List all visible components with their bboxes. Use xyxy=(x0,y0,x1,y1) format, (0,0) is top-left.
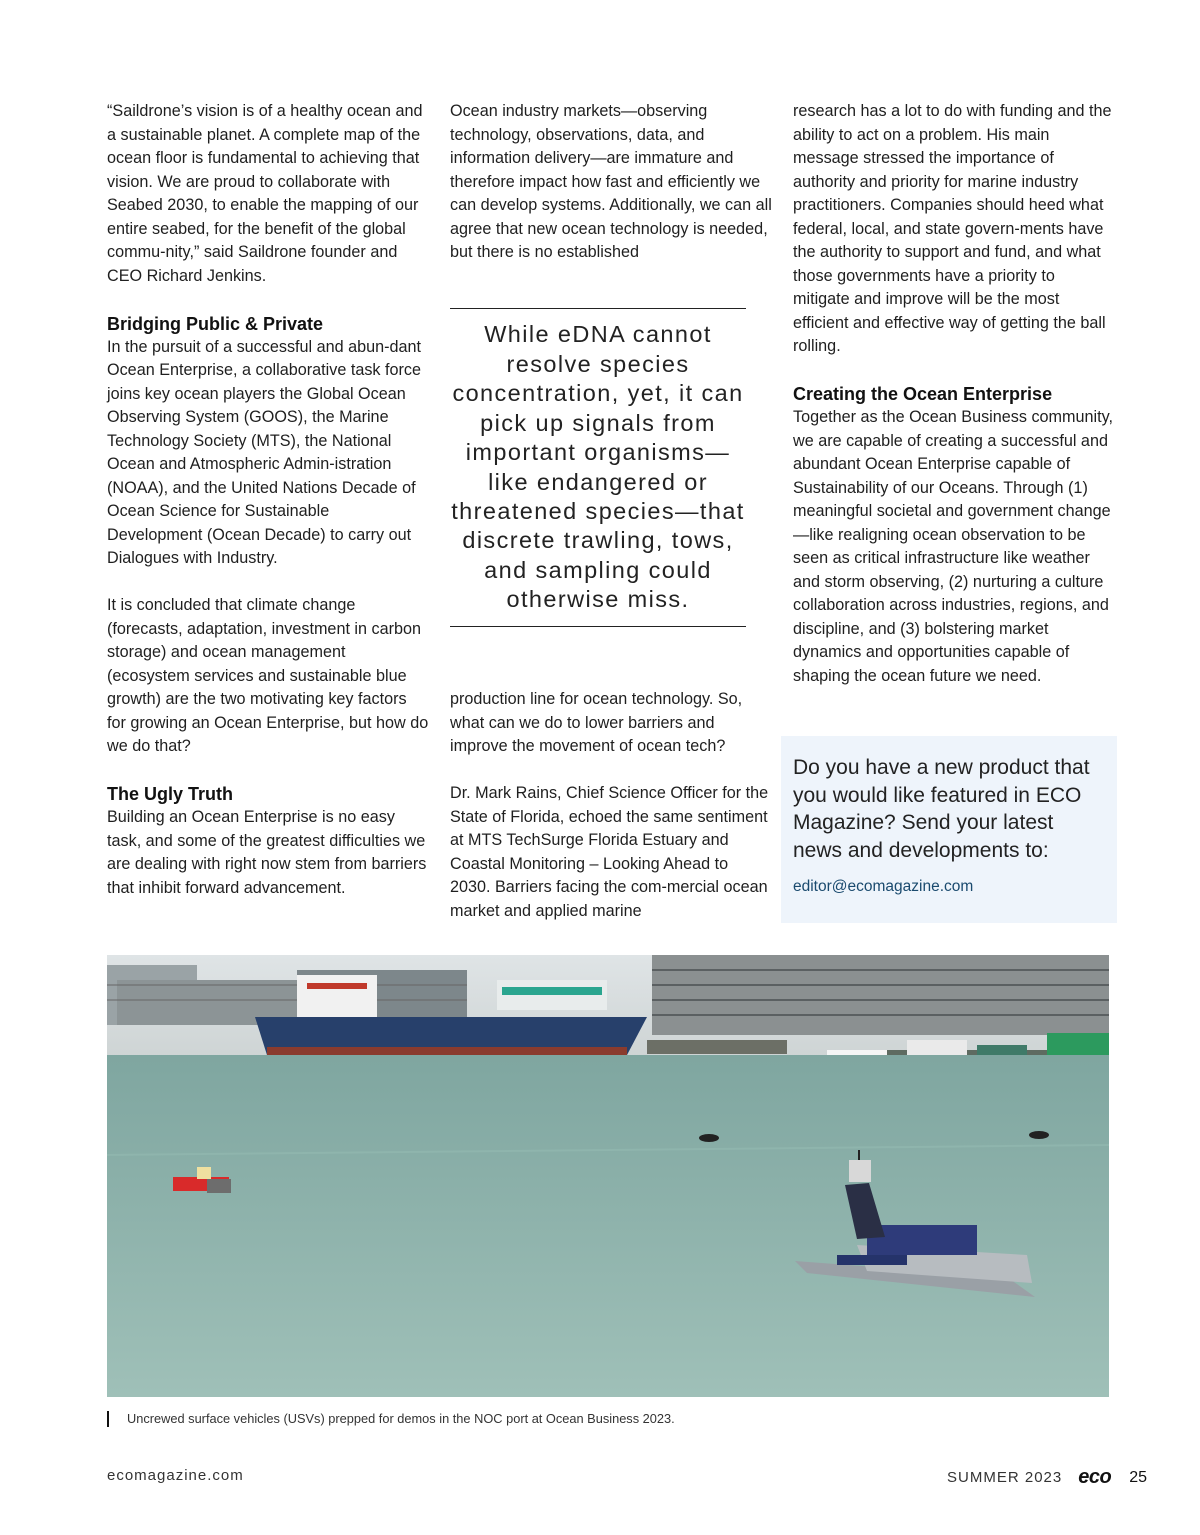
body-paragraph: research has a lot to do with funding and the ability to act on a problem. His main message stressed the importance of authority and priority for marine industry practitioners. Companies should heed what federal, local, and state govern-ments have the authority to support and fund, and what those governments have a priority to mitigate and improve will be the most efficient and effective way of getting the ball rolling. xyxy=(793,102,1112,355)
column-2-continued xyxy=(450,688,772,947)
quote-paragraph: “Saildrone’s vision is of a healthy ocean and a sustainable planet. A complete map of the ocean floor is fundamental to achieving that vision. We are proud to collaborate with Seabed 2030, to enable the mapping of our entire seabed, for the benefit of the global commu-nity,” said Saildrone founder and CEO Richard Jenkins. xyxy=(107,102,423,285)
body-paragraph: Building an Ocean Enterprise is no easy task, and some of the greatest difficulties we are dealing with right now stem from barriers that inhibit forward advancement. xyxy=(107,808,427,897)
editor-email-link[interactable]: editor@ecomagazine.com xyxy=(793,878,974,895)
page-number: 25 xyxy=(1129,1468,1147,1486)
body-paragraph: It is concluded that climate change (forecasts, adaptation, investment in carbon storage) and ocean management (ecosystem services and sustainable blue growth) are the two motivating key factors for growing an Ocean Enterprise, but how do we do that? xyxy=(107,596,429,755)
footer-website: ecomagazine.com xyxy=(107,1467,244,1484)
pull-quote xyxy=(450,308,746,627)
photo-caption: Uncrewed surface vehicles (USVs) prepped for demos in the NOC port at Ocean Business 2023. xyxy=(107,1411,675,1427)
body-paragraph: production line for ocean technology. So, what can we do to lower barriers and improve the movement of ocean tech? xyxy=(450,690,743,755)
harbor-photo xyxy=(107,955,1109,1397)
body-paragraph: Ocean industry markets—observing technology, observations, data, and information delivery—are immature and therefore impact how fast and efficiently we can develop systems. Additionally, we can all agree that new ocean technology is needed, but there is no established xyxy=(450,102,772,261)
column-2 xyxy=(450,100,772,288)
heading-creating: Creating the Ocean Enterprise xyxy=(793,384,1053,404)
column-3 xyxy=(793,100,1115,712)
body-paragraph: Together as the Ocean Business community, we are capable of creating a successful and abundant Ocean Enterprise capable of Sustainability of our Oceans. Through (1) meaningful societal and government change—like realigning ocean observation to be seen as critical infrastructure like weather and storm observing, (2) nurturing a culture collaboration across industries, regions, and discipline, and (3) bolstering market dynamics and opportunities capable of shaping the ocean future we need. xyxy=(793,408,1114,685)
callout-message: Do you have a new product that you would like featured in ECO Magazine? Send your latest news and developments to: xyxy=(793,756,1090,862)
column-1 xyxy=(107,100,429,924)
issue-label: SUMMER 2023 xyxy=(947,1469,1063,1486)
eco-logo: eco xyxy=(1078,1466,1112,1488)
footer-right xyxy=(947,1466,1147,1489)
body-paragraph: Dr. Mark Rains, Chief Science Officer for the State of Florida, echoed the same sentiment at MTS TechSurge Florida Estuary and Coastal Monitoring – Looking Ahead to 2030. Barriers facing the com-mercial ocean market and applied marine xyxy=(450,784,769,920)
heading-ugly-truth: The Ugly Truth xyxy=(107,784,233,804)
body-paragraph: In the pursuit of a successful and abun-dant Ocean Enterprise, a collaborative task force joins key ocean players the Global Ocean Observing System (GOOS), the Marine Technology Society (MTS), the National Ocean and Atmospheric Admin-istration (NOAA), and the United Nations Decade of Ocean Science for Sustainable Development (Ocean Decade) to carry out Dialogues with Industry. xyxy=(107,337,422,567)
parking-structure xyxy=(652,955,1109,1035)
heading-bridging: Bridging Public & Private xyxy=(107,313,324,334)
submission-callout xyxy=(781,736,1117,923)
pull-quote-text: While eDNA cannot resolve species concentration, yet, it can pick up signals from important organisms—like endangered or threatened species—that discrete trawling, tows, and sampling could otherwise miss. xyxy=(451,321,745,613)
